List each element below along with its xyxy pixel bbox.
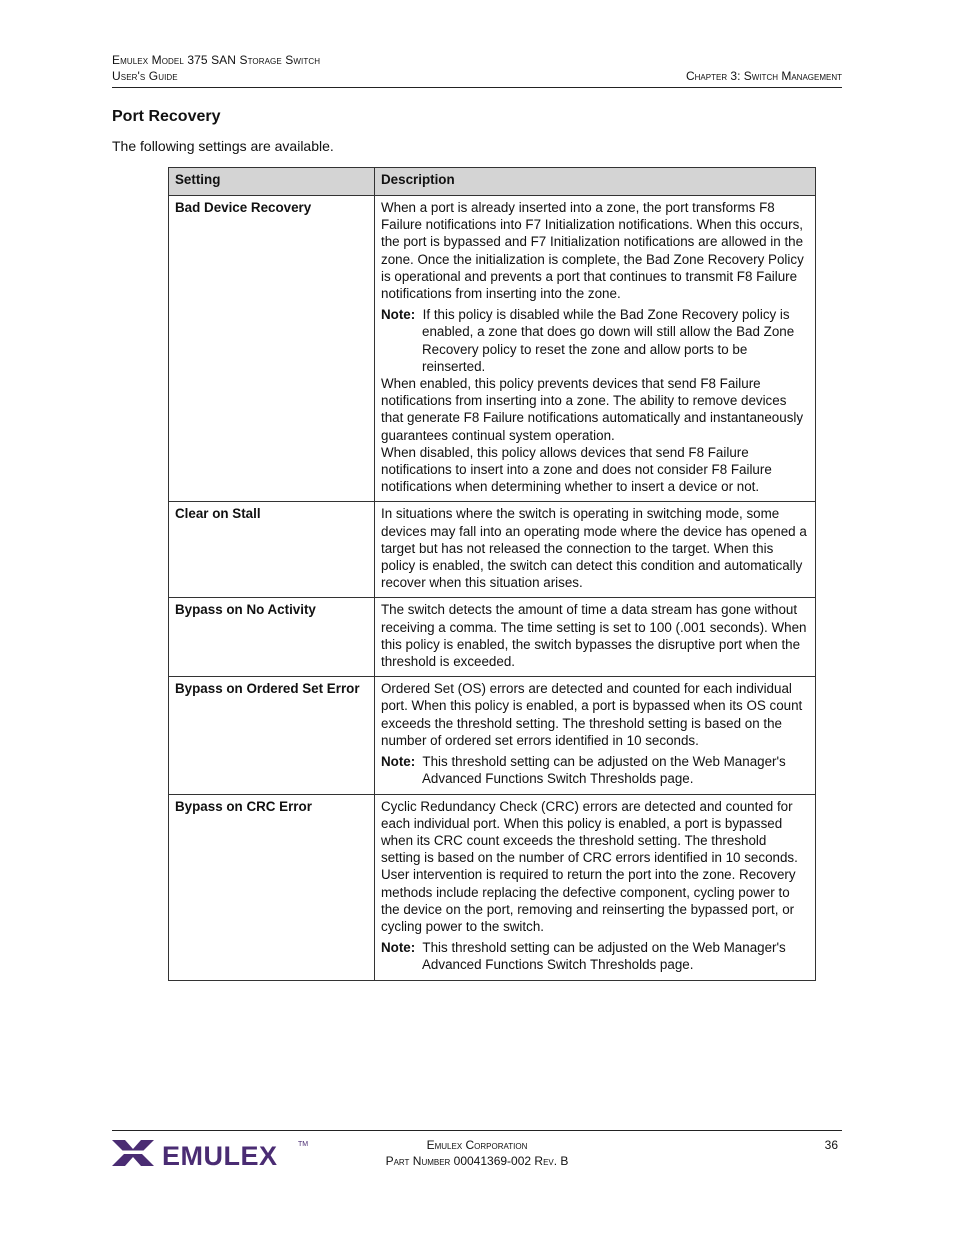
setting-description xyxy=(375,502,816,598)
note-text: If this policy is disabled while the Bad Zone Recovery policy is enabled, a zone that does go down will still allow the Bad Zone Recovery policy to reset the zone and allow ports to be reinserted. xyxy=(422,307,795,374)
emulex-mark-icon xyxy=(112,1140,154,1166)
description-paragraph: When a port is already inserted into a zone, the port transforms F8 Failure notifications into F7 Initialization notifications. When this occurs, the port is bypassed and F7 Initialization notifications are allowed in the zone. Once the initialization is complete, the Bad Zone Recovery Policy is operational and prevents a port that continues to transmit F8 Failure notifications from inserting into the zone. xyxy=(381,200,804,302)
table-header-row xyxy=(169,168,816,196)
setting-description xyxy=(375,794,816,980)
note-label: Note: xyxy=(381,940,416,956)
part-number: Part Number 00041369-002 Rev. B xyxy=(385,1154,569,1168)
company-name: Emulex Corporation xyxy=(426,1138,528,1152)
description-paragraph: Cyclic Redundancy Check (CRC) errors are detected and counted for each individual port. When this policy is enabled, a port is bypassed when its CRC count exceeds the threshold setting. The threshold setting is based on the number of CRC errors identified in 10 seconds. xyxy=(381,798,798,866)
running-header-left xyxy=(112,52,320,84)
settings-table xyxy=(168,167,816,981)
setting-description xyxy=(375,677,816,794)
logo-wordmark: EMULEX xyxy=(162,1141,278,1170)
description-paragraph: The switch detects the amount of time a data stream has gone without receiving a comma. The time setting is set to 100 (.001 seconds). When this policy is enabled, the switch bypasses the disruptive port when the threshold is exceeded. xyxy=(381,602,807,670)
column-header-setting: Setting xyxy=(169,168,375,196)
table-row xyxy=(169,677,816,794)
table-row xyxy=(169,502,816,598)
setting-description xyxy=(375,196,816,502)
guide-label: User's Guide xyxy=(112,69,178,83)
description-paragraph: User intervention is required to return the port into the zone. Recovery methods include replacing the defective component, cycling power to the device on the port, removing and reinserting the bypassed port, or cycling power to the switch. xyxy=(381,867,796,934)
description-paragraph: Ordered Set (OS) errors are detected and counted for each individual port. When this policy is enabled, a port is bypassed when its OS count exceeds the threshold setting. The threshold setting is based on the number of ordered set errors identified in 10 seconds. xyxy=(381,681,803,748)
emulex-logo xyxy=(110,1136,320,1170)
table-row xyxy=(169,598,816,677)
intro-text: The following settings are available. xyxy=(112,138,334,154)
setting-name: Bypass on CRC Error xyxy=(169,794,375,980)
note-text: This threshold setting can be adjusted on the Web Manager's Advanced Functions Switch Thresholds page. xyxy=(422,754,786,787)
description-paragraph: When disabled, this policy allows devices that send F8 Failure notifications to insert into a zone and does not consider F8 Failure notifications when determining whether to insert a device or not. xyxy=(381,444,772,495)
note-text: This threshold setting can be adjusted on the Web Manager's Advanced Functions Switch Thresholds page. xyxy=(422,940,786,973)
table-row xyxy=(169,794,816,980)
note-label: Note: xyxy=(381,754,416,770)
column-header-description: Description xyxy=(375,168,816,196)
setting-name: Clear on Stall xyxy=(169,502,375,598)
note xyxy=(381,939,809,973)
section-title: Port Recovery xyxy=(112,108,221,125)
description-paragraph: In situations where the switch is operating in switching mode, some devices may fall into an operating mode where the device has opened a target but has not released the connection to the target. When this policy is enabled, the switch can detect this condition and automatically recover when this situation arises. xyxy=(381,506,807,591)
note xyxy=(381,306,809,375)
footer-divider xyxy=(112,1130,842,1131)
footer-center xyxy=(330,1137,624,1169)
page-number: 36 xyxy=(824,1138,838,1152)
setting-name: Bypass on No Activity xyxy=(169,598,375,677)
chapter-title: Chapter 3: Switch Management xyxy=(685,69,842,83)
setting-name: Bypass on Ordered Set Error xyxy=(169,677,375,794)
trademark-mark: TM xyxy=(298,1141,309,1148)
note-label: Note: xyxy=(381,307,416,323)
note xyxy=(381,753,809,787)
table-row xyxy=(169,196,816,502)
document-title: Emulex Model 375 SAN Storage Switch xyxy=(112,53,321,67)
setting-name: Bad Device Recovery xyxy=(169,196,375,502)
header-divider xyxy=(112,87,842,88)
setting-description xyxy=(375,598,816,677)
description-paragraph: When enabled, this policy prevents devices that send F8 Failure notifications from inserting into a zone. The ability to remove devices that generate F8 Failure notifications automatically and instantaneously guarantees continual system operation. xyxy=(381,376,804,443)
